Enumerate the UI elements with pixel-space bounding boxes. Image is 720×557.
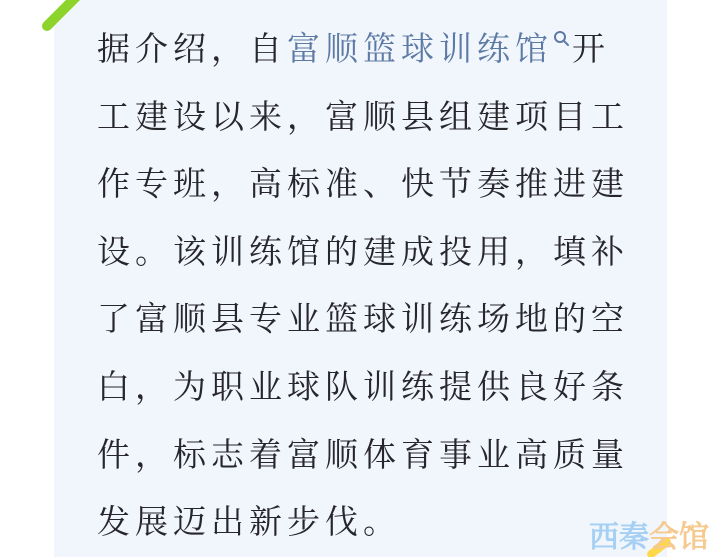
text-line: 件，标志着富顺体育事业高质量 xyxy=(97,435,629,473)
line1-pre-text: 据介绍，自 xyxy=(97,30,287,67)
search-icon[interactable] xyxy=(553,30,570,47)
text-line xyxy=(97,15,642,83)
text-line: 作专班，高标准、快节奏推进建 xyxy=(97,165,629,203)
site-watermark xyxy=(589,521,709,555)
text-line: 设。该训练馆的建成投用，填补 xyxy=(97,232,629,270)
line1-post-text: 开 xyxy=(572,30,610,67)
watermark-text-blue: 西秦 xyxy=(589,521,649,554)
venue-entity-link[interactable]: 富顺篮球训练馆 xyxy=(287,30,553,67)
text-line: 发展迈出新步伐。 xyxy=(97,503,401,541)
text-line: 白，为职业球队训练提供良好条 xyxy=(97,367,629,405)
text-line: 了富顺县专业篮球训练场地的空 xyxy=(97,300,629,338)
text-line: 工建设以来，富顺县组建项目工 xyxy=(97,97,629,135)
article-text-block xyxy=(97,15,642,556)
watermark-text-orange: 会馆 xyxy=(649,521,709,554)
